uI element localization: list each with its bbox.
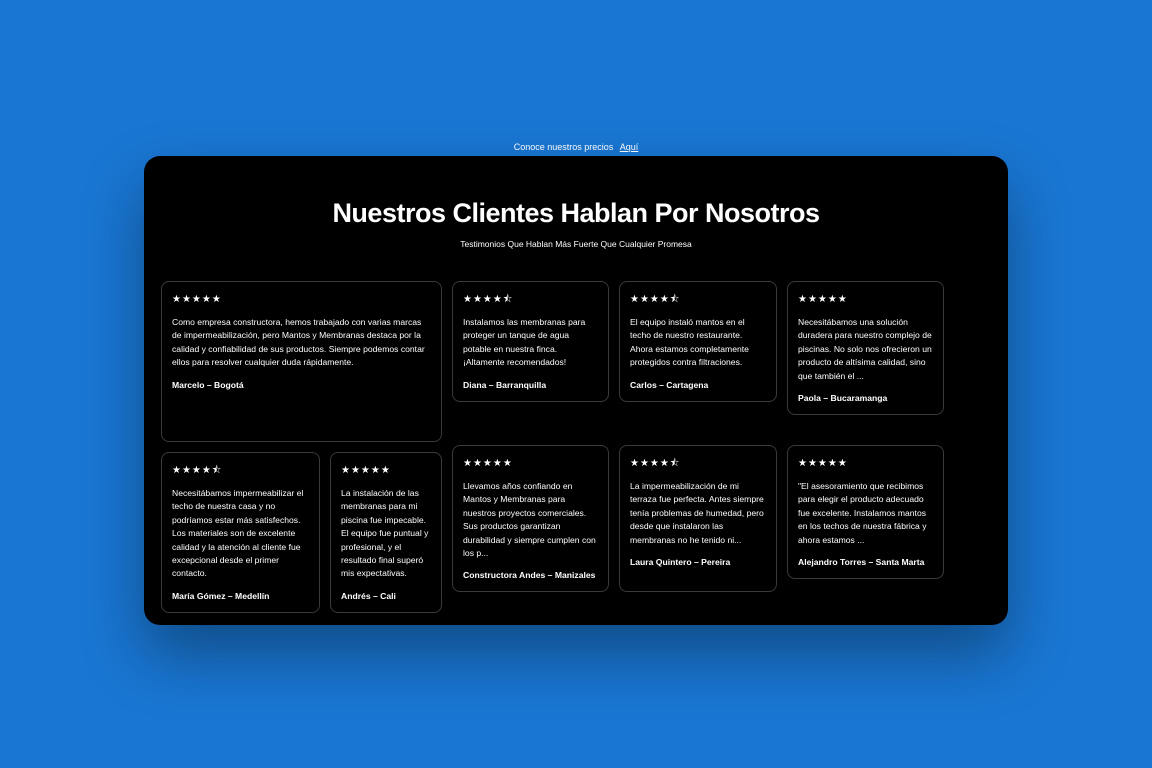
testimonial-author: María Gómez – Medellín	[172, 590, 270, 601]
testimonial-author: Constructora Andes – Manizales	[463, 570, 596, 581]
testimonial-card	[161, 452, 320, 613]
star-rating-icon: ★★★★⯪	[630, 458, 681, 469]
testimonial-author: Marcelo – Bogotá	[172, 379, 244, 390]
testimonial-text: Necesitábamos impermeabilizar el techo de nuestra casa y no podríamos estar más satisfechos. Los materiales son de excelente calidad y la atención al cliente fue excepcional desde el primer contacto.	[172, 488, 304, 579]
testimonial-author: Alejandro Torres – Santa Marta	[798, 557, 925, 568]
star-rating-icon: ★★★★★	[341, 465, 391, 476]
pricing-notice	[0, 142, 1152, 152]
testimonial-text: El equipo instaló mantos en el techo de nuestro restaurante. Ahora estamos completamente protegidos contra filtraciones.	[630, 317, 749, 368]
testimonial-text: La instalación de las membranas para mi piscina fue impecable. El equipo fue puntual y profesional, y el resultado final superó mis expectativas.	[341, 488, 429, 579]
testimonial-card	[619, 445, 777, 592]
testimonial-card	[787, 281, 944, 415]
star-rating-icon: ★★★★★	[798, 294, 848, 305]
testimonial-author: Paola – Bucaramanga	[798, 393, 888, 404]
section-subtitle: Testimonios Que Hablan Más Fuerte Que Cualquier Promesa	[460, 239, 692, 249]
testimonial-author: Diana – Barranquilla	[463, 379, 547, 390]
pricing-link[interactable]: Aquí	[619, 142, 639, 152]
testimonial-author: Carlos – Cartagena	[630, 379, 709, 390]
star-rating-icon: ★★★★⯪	[463, 294, 514, 305]
star-rating-icon: ★★★★⯪	[630, 294, 681, 305]
testimonials-panel	[144, 156, 1008, 625]
section-title: Nuestros Clientes Hablan Por Nosotros	[332, 198, 820, 228]
pricing-notice-text: Conoce nuestros precios	[513, 142, 614, 152]
testimonial-card	[161, 281, 442, 442]
testimonial-card	[452, 445, 609, 592]
star-rating-icon: ★★★★★	[798, 458, 848, 469]
testimonial-card	[452, 281, 609, 402]
testimonial-text: Llevamos años confiando en Mantos y Membranas para nuestros proyectos comerciales. Sus productos garantizan durabilidad y siempre cumplen con los p...	[463, 481, 596, 559]
testimonial-text: Como empresa constructora, hemos trabajado con varias marcas de impermeabilización, pero Mantos y Membranas destaca por la calidad y confiabilidad de sus productos. Siempre podemos contar ellos para resolver cualquier duda rápidamente.	[172, 317, 425, 368]
testimonial-text: Necesitábamos una solución duradera para nuestro complejo de piscinas. No solo nos ofrecieron un producto de altísima calidad, sino que también el ...	[798, 317, 932, 381]
star-rating-icon: ★★★★★	[463, 458, 513, 469]
testimonial-card	[330, 452, 442, 613]
testimonial-author: Andrés – Cali	[341, 590, 396, 601]
testimonial-text: Instalamos las membranas para proteger un tanque de agua potable en nuestra finca. ¡Altamente recomendados!	[463, 317, 586, 368]
star-rating-icon: ★★★★⯪	[172, 465, 223, 476]
testimonial-card	[787, 445, 944, 579]
testimonial-author: Laura Quintero – Pereira	[630, 557, 731, 568]
star-rating-icon: ★★★★★	[172, 294, 222, 305]
testimonial-text: "El asesoramiento que recibimos para elegir el producto adecuado fue excelente. Instalamos mantos en los techos de nuestra fábrica y ahora estamos ...	[798, 481, 927, 545]
testimonial-text: La impermeabilización de mi terraza fue perfecta. Antes siempre tenía problemas de humedad, pero desde que instalaron las membranas no he tenido ni...	[630, 481, 764, 545]
testimonial-card	[619, 281, 777, 402]
